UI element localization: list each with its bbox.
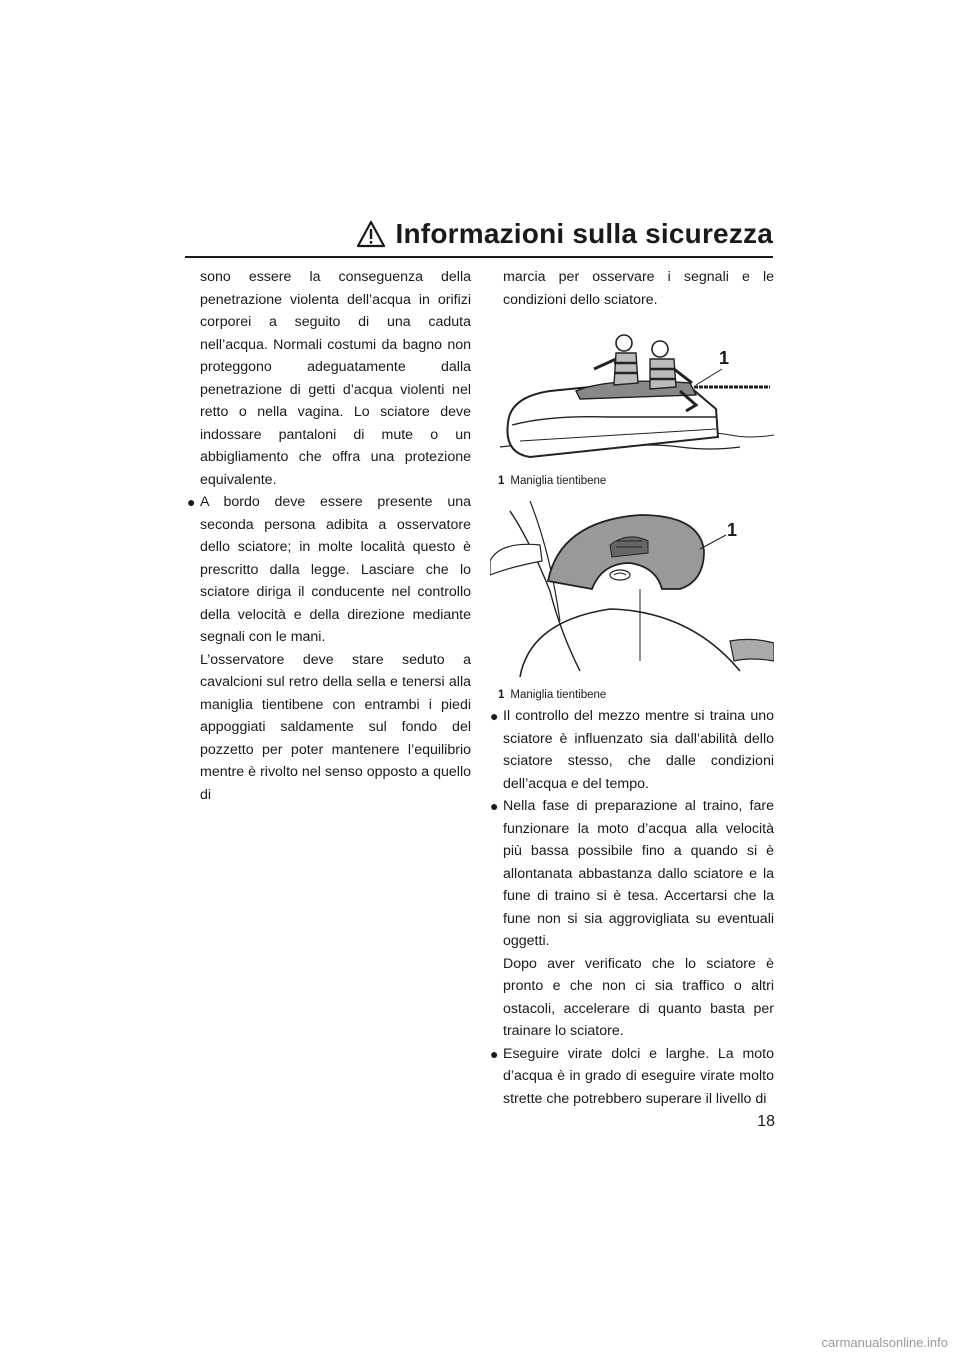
figure-caption xyxy=(498,687,774,703)
bullet-text: A bordo deve essere presente una seconda persona adibita a osservatore dello sciatore; in molte località questo è prescritto dalla legge. Lasciare che lo sciatore diriga il conducente nel controllo della velocità e della direzione mediante segnali con le mani. xyxy=(200,494,471,645)
figure-callout-number: 1 xyxy=(719,348,730,368)
page-header xyxy=(185,218,773,258)
watermark-link[interactable]: carmanualsonline.info xyxy=(821,1335,948,1350)
watercraft-riders-illustration xyxy=(490,325,774,465)
figure-caption xyxy=(498,473,774,489)
page-number: 18 xyxy=(757,1113,775,1130)
bullet-continuation: Dopo aver verificato che lo sciatore è pronto e che non ci sia traffico o altri ostacoli, accelerare di quanto basta per trainare lo sciatore. xyxy=(503,955,774,1039)
caption-number: 1 xyxy=(498,688,505,701)
bullet-item xyxy=(490,1043,774,1111)
warning-triangle-icon xyxy=(356,220,386,248)
left-column xyxy=(187,266,471,806)
figure-callout-number: 1 xyxy=(727,520,738,540)
caption-number: 1 xyxy=(498,474,505,487)
paragraph: marcia per osservare i segnali e le condizioni dello sciatore. xyxy=(503,269,774,308)
bullet-item xyxy=(490,705,774,795)
bullet-dot-icon: ● xyxy=(490,798,499,814)
bullet-continuation: L’osservatore deve stare seduto a cavalcioni sul retro della sella e tenersi alla maniglia tientibene con entrambi i piedi appoggiati saldamente sul fondo del pozzetto per poter mantenere l’equilibrio mentre è rivolto nel senso opposto a quello di xyxy=(200,651,471,803)
bullet-item xyxy=(187,491,471,806)
caption-text: Maniglia tientibene xyxy=(510,474,607,487)
page-title: Informazioni sulla sicurezza xyxy=(395,218,773,249)
bullet-text: Il controllo del mezzo mentre si traina uno sciatore è influenzato sia dall’abilità dello sciatore stesso, che dalle condizioni dell’acqua e del tempo. xyxy=(503,708,774,792)
paragraph: sono essere la conseguenza della penetrazione violenta dell’acqua in orifizi corporei a seguito di una caduta nell’acqua. Normali costumi da bagno non proteggono adeguatamente dalla penetrazione di getti d’acqua violenti nel retto o nella vagina. Lo sciatore deve indossare pantaloni di mute o un abbigliamento che offra una protezione equivalente. xyxy=(200,269,471,488)
figure-grab-handle xyxy=(490,501,774,701)
bullet-dot-icon: ● xyxy=(490,708,499,724)
bullet-dot-icon: ● xyxy=(490,1045,499,1062)
figure-riders xyxy=(490,325,774,487)
bullet-item xyxy=(490,795,774,1043)
bullet-text: Eseguire virate dolci e larghe. La moto d’acqua è in grado di eseguire virate molto strette che potrebbero superare il livello di xyxy=(503,1045,774,1107)
bullet-dot-icon: ● xyxy=(187,494,196,510)
right-column xyxy=(490,266,774,1110)
bullet-text: Nella fase di preparazione al traino, fare funzionare la moto d’acqua alla velocità più bassa possibile fino a quando si è allontanata abbastanza dallo sciatore e la fune di traino si è tesa. Accertarsi che la fune non si sia aggrovigliata su eventuali oggetti. xyxy=(503,798,774,949)
caption-text: Maniglia tientibene xyxy=(510,688,607,701)
